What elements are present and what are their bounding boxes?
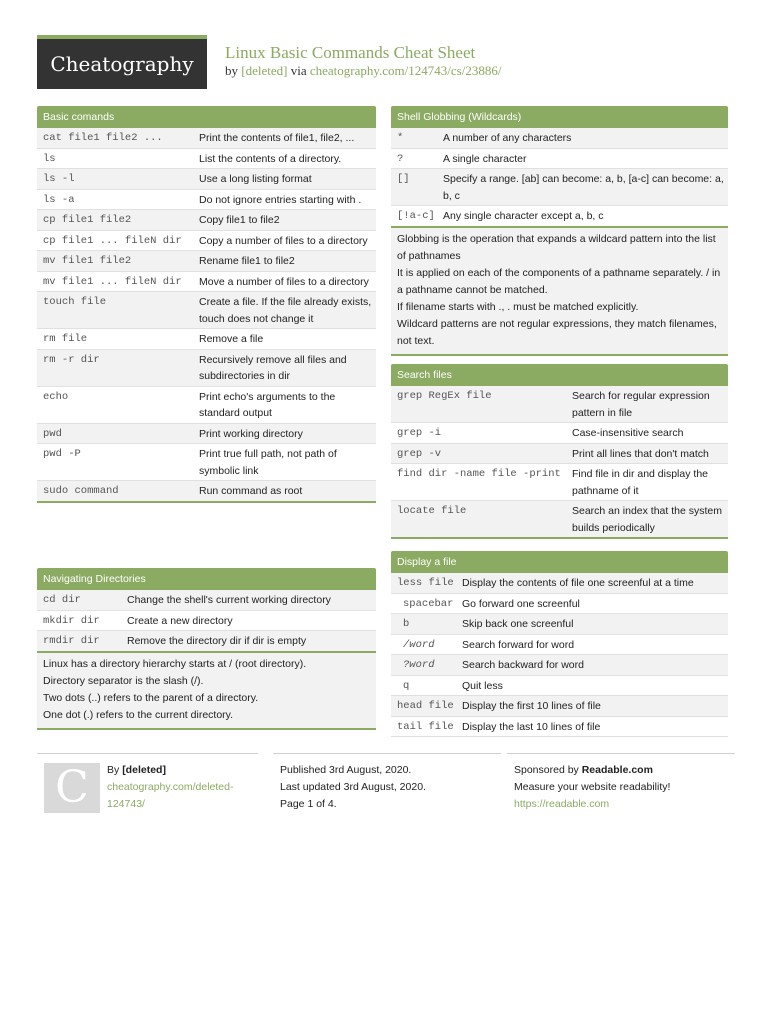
- page-title: Linux Basic Commands Cheat Sheet: [225, 43, 476, 62]
- basic-commands-section: [37, 106, 376, 503]
- table-row: [37, 149, 376, 170]
- pattern: ?: [397, 152, 404, 165]
- command: ls -a: [43, 193, 75, 206]
- description: Create a new directory: [127, 614, 233, 627]
- sheet-url-link[interactable]: cheatography.com/124743/cs/23886/: [309, 63, 502, 78]
- description: Find file in dir and display the pathname of it: [572, 468, 708, 497]
- table-row: [391, 423, 728, 444]
- section-notes: [37, 651, 376, 730]
- table-row: [391, 206, 728, 226]
- table-row: [391, 169, 728, 206]
- description: Print all lines that don't match: [572, 447, 709, 460]
- description: Display the contents of file one screenful at a time: [462, 577, 694, 589]
- sponsor-link[interactable]: https://readable.com: [514, 798, 610, 810]
- table-row: [37, 631, 376, 651]
- author-profile-link[interactable]: cheatography.com/deleted-: [107, 781, 234, 793]
- command: locate file: [397, 505, 467, 517]
- description: Change the shell's current working directory: [127, 594, 331, 606]
- description: Move a number of files to a directory: [199, 275, 369, 288]
- byline: [225, 63, 501, 79]
- description: Search an index that the system builds periodically: [572, 505, 722, 534]
- table-row: [391, 696, 728, 717]
- pattern: []: [397, 173, 410, 185]
- by-label: by: [225, 63, 238, 78]
- table-row: [391, 614, 728, 635]
- pattern: *: [397, 132, 404, 144]
- command: rmdir dir: [43, 635, 100, 647]
- command: b: [403, 618, 410, 630]
- table-row: [391, 676, 728, 697]
- table-row: [391, 444, 728, 465]
- note-line: Directory separator is the slash (/).: [43, 674, 204, 687]
- table-row: [37, 272, 376, 293]
- description: Remove the directory dir if dir is empty: [127, 635, 307, 647]
- footer-author: [37, 753, 258, 832]
- table-row: [391, 386, 728, 423]
- table-row: [391, 635, 728, 656]
- command: pwd -P: [43, 448, 81, 460]
- pattern: [!a-c]: [397, 210, 435, 222]
- command: grep RegEx file: [397, 390, 492, 402]
- description: Rename file1 to file2: [199, 255, 295, 267]
- command: less file: [397, 577, 454, 589]
- command: cd dir: [43, 594, 81, 606]
- command: q: [403, 679, 410, 692]
- description: Any single character except a, b, c: [443, 210, 604, 222]
- command: grep -i: [397, 427, 442, 439]
- command: touch file: [43, 296, 107, 308]
- table-row: [391, 594, 728, 615]
- description: Display the last 10 lines of file: [462, 720, 601, 733]
- via-label: via: [290, 63, 307, 78]
- description: A number of any characters: [443, 132, 572, 144]
- table-row: [391, 464, 728, 501]
- command: rm -r dir: [43, 353, 100, 366]
- navigating-directories-section: [37, 568, 376, 730]
- description: Print working directory: [199, 427, 303, 440]
- command: sudo command: [43, 485, 119, 497]
- table-row: [391, 573, 728, 594]
- published-date: Published 3rd August, 2020.: [280, 764, 412, 776]
- table-row: [37, 350, 376, 387]
- note-line: Wildcard patterns are not regular expressions, they match filenames, not text.: [397, 317, 717, 347]
- note-line: One dot (.) refers to the current directory.: [43, 708, 234, 721]
- avatar: C: [44, 763, 100, 813]
- table-row: [37, 611, 376, 632]
- search-files-section: [391, 364, 728, 539]
- description: Create a file. If the file already exists, touch does not change it: [199, 296, 372, 325]
- command: head file: [397, 700, 454, 712]
- section-title: Basic comands: [37, 106, 376, 128]
- command: find dir -name file -print: [397, 468, 561, 480]
- command: mv file1 ... fileN dir: [43, 275, 182, 288]
- table-row: [37, 231, 376, 252]
- description: Copy file1 to file2: [199, 214, 280, 226]
- description: Specify a range. [ab] can become: a, b, [a-c] can become: a, b, c: [443, 173, 724, 202]
- command: /word: [403, 638, 435, 651]
- table-row: [37, 329, 376, 350]
- note-line: Linux has a directory hierarchy starts at / (root directory).: [43, 657, 307, 670]
- table-row: [37, 444, 376, 481]
- author-profile-link-cont[interactable]: 124743/: [107, 798, 145, 810]
- command: spacebar: [403, 597, 454, 610]
- table-row: [391, 655, 728, 676]
- table-row: [37, 481, 376, 503]
- table-row: [391, 717, 728, 738]
- description: Skip back one screenful: [462, 618, 574, 630]
- command: ?word: [403, 659, 435, 671]
- shell-globbing-section: [391, 106, 728, 356]
- table-row: [37, 387, 376, 424]
- note-line: It is applied on each of the components of a pathname separately. / in a pathname cannot be matched.: [397, 266, 721, 296]
- description: Print true full path, not path of symbolic link: [199, 448, 337, 477]
- description: Use a long listing format: [199, 173, 312, 185]
- note-line: Globbing is the operation that expands a wildcard pattern into the list of pathnames: [397, 232, 716, 262]
- table-row: [391, 128, 728, 149]
- command: cat file1 file2 ...: [43, 132, 163, 144]
- description: Search backward for word: [462, 659, 584, 671]
- command: mkdir dir: [43, 614, 100, 627]
- description: Quit less: [462, 679, 503, 692]
- display-file-section: [391, 551, 728, 737]
- table-row: [37, 590, 376, 611]
- section-notes: [391, 226, 728, 356]
- table-row: [37, 169, 376, 190]
- description: Do not ignore entries starting with .: [199, 193, 362, 206]
- author-link[interactable]: [deleted]: [241, 63, 288, 78]
- description: Search for regular expression pattern in file: [572, 390, 710, 419]
- sponsored-label: Sponsored by: [514, 764, 579, 776]
- description: Print the contents of file1, file2, ...: [199, 132, 355, 144]
- description: Remove a file: [199, 333, 264, 345]
- table-row: [37, 210, 376, 231]
- footer-author-name[interactable]: [deleted]: [122, 764, 166, 776]
- description: Print echo's arguments to the standard output: [199, 390, 336, 419]
- section-title: Display a file: [391, 551, 728, 573]
- command: cp file1 ... fileN dir: [43, 234, 182, 247]
- command: echo: [43, 390, 69, 403]
- command: pwd: [43, 427, 62, 440]
- description: Search forward for word: [462, 638, 575, 651]
- description: Copy a number of files to a directory: [199, 234, 368, 247]
- description: List the contents of a directory.: [199, 152, 342, 165]
- sponsor-name[interactable]: Readable.com: [581, 764, 653, 776]
- description: Recursively remove all files and subdirectories in dir: [199, 353, 347, 382]
- updated-date: Last updated 3rd August, 2020.: [280, 781, 426, 793]
- table-row: [37, 424, 376, 445]
- section-title: Shell Globbing (Wildcards): [391, 106, 728, 128]
- footer-sponsor: [507, 753, 735, 813]
- table-row: [37, 128, 376, 149]
- description: Case-insensitive search: [572, 427, 684, 439]
- note-line: Two dots (..) refers to the parent of a directory.: [43, 691, 259, 704]
- table-row: [391, 149, 728, 170]
- sponsor-tagline: Measure your website readability!: [514, 781, 671, 793]
- command: rm file: [43, 333, 88, 345]
- by-label: By: [107, 764, 120, 776]
- command: cp file1 file2: [43, 214, 132, 226]
- section-title: Search files: [391, 364, 728, 386]
- command: mv file1 file2: [43, 255, 132, 267]
- table-row: [37, 292, 376, 329]
- cheatography-logo[interactable]: Cheatography: [37, 35, 207, 89]
- table-row: [37, 251, 376, 272]
- command: grep -v: [397, 447, 442, 460]
- description: Display the first 10 lines of file: [462, 700, 601, 712]
- command: ls -l: [43, 173, 75, 185]
- table-row: [37, 190, 376, 211]
- command: ls: [43, 152, 56, 165]
- page-number: Page 1 of 4.: [280, 798, 337, 810]
- description: Run command as root: [199, 485, 303, 497]
- command: tail file: [397, 720, 454, 733]
- note-line: If filename starts with ., . must be matched explicitly.: [397, 300, 639, 313]
- footer-publish-info: [273, 753, 501, 813]
- table-row: [391, 501, 728, 539]
- section-title: Navigating Directories: [37, 568, 376, 590]
- description: A single character: [443, 152, 527, 165]
- description: Go forward one screenful: [462, 597, 580, 610]
